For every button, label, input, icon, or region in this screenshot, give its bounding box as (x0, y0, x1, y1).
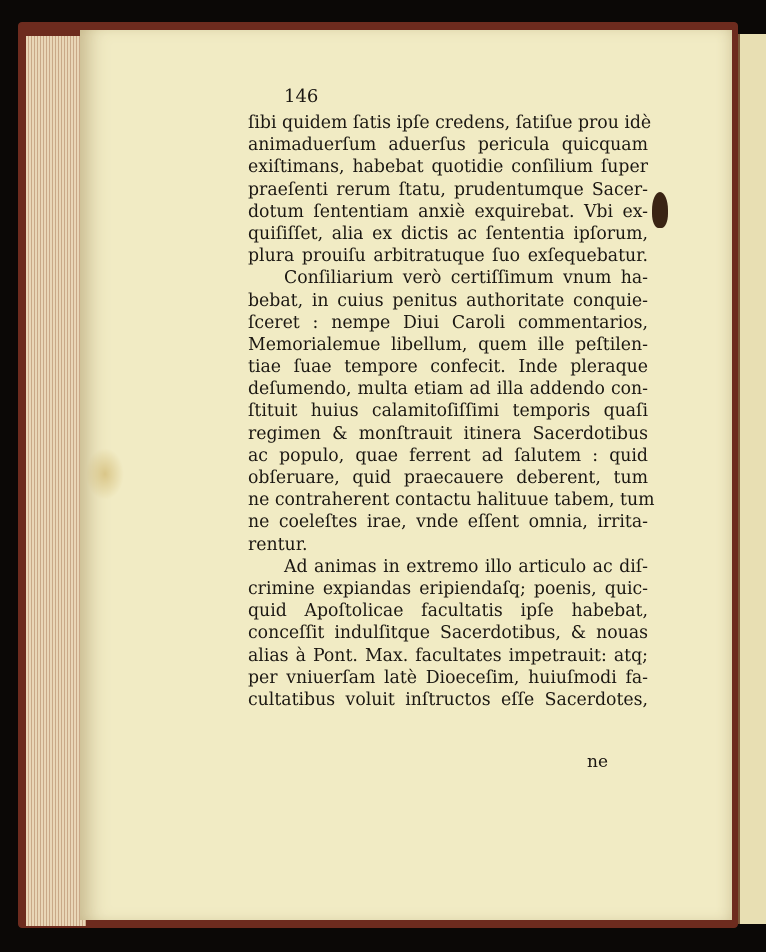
catchword: ne (587, 752, 609, 772)
text-line: per vniuerſam latè Dioeceſim, huiuſmodi fa- (248, 667, 648, 688)
body-text (248, 112, 655, 711)
text-line: rentur. (248, 534, 308, 555)
page-tab (652, 192, 668, 228)
text-line: plura prouiſu arbitratuque ſuo exſequebatur. (248, 246, 648, 267)
text-line: dotum ſententiam anxiè exquirebat. Vbi ex- (248, 201, 648, 222)
page-edges (26, 36, 86, 926)
text-line: crimine expiandas eripiendaſq; poenis, quic- (248, 578, 648, 599)
next-page-edge (738, 34, 766, 924)
text-line: ne contraherent contactu halituue tabem, tum (248, 490, 655, 511)
text-line: Conſiliarium verò certiſſimum vnum ha- (284, 268, 648, 289)
text-line: ac populo, quae ferrent ad ſalutem : quid (248, 445, 648, 466)
text-line: deſumendo, multa etiam ad illa addendo con- (248, 379, 648, 400)
text-line: ſtituit huius calamitoſiſſimi temporis quaſi (248, 401, 648, 422)
text-line: cultatibus voluit inſtructos eſſe Sacerdotes, (248, 689, 648, 710)
page-number: 146 (284, 86, 319, 107)
text-line: ſceret : nempe Diui Caroli commentarios, (248, 312, 648, 333)
text-line: ſibi quidem ſatis ipſe credens, ſatiſue prou idè (248, 113, 652, 133)
text-line: alias à Pont. Max. facultates impetrauit: atq; (248, 645, 648, 666)
text-line: praeſenti rerum ſtatu, prudentumque Sacer- (248, 179, 648, 200)
text-line: obſeruare, quid praecauere deberent, tum (248, 468, 648, 488)
paper-stain (86, 448, 124, 500)
text-line: Memorialemue libellum, quem ille peſtilen- (248, 334, 648, 355)
text-line: bebat, in cuius penitus authoritate conquie- (248, 290, 648, 311)
text-line: Ad animas in extremo illo articulo ac diſ- (284, 556, 648, 577)
text-line: ne coeleſtes irae, vnde eſſent omnia, irrita- (248, 512, 648, 533)
text-line: regimen & monſtrauit itinera Sacerdotibus (248, 423, 648, 444)
text-line: tiae ſuae tempore confecit. Inde pleraque (248, 357, 648, 378)
text-line: exiſtimans, habebat quotidie conſilium ſuper (248, 157, 648, 178)
text-line: quid Apoſtolicae facultatis ipſe habebat, (248, 601, 648, 622)
text-line: animaduerſum aduerſus pericula quicquam (248, 135, 648, 156)
text-line: quiſiſſet, alia ex dictis ac ſententia ipſorum, (248, 223, 648, 244)
text-line: conceſſit indulſitque Sacerdotibus, & nouas (248, 623, 648, 644)
